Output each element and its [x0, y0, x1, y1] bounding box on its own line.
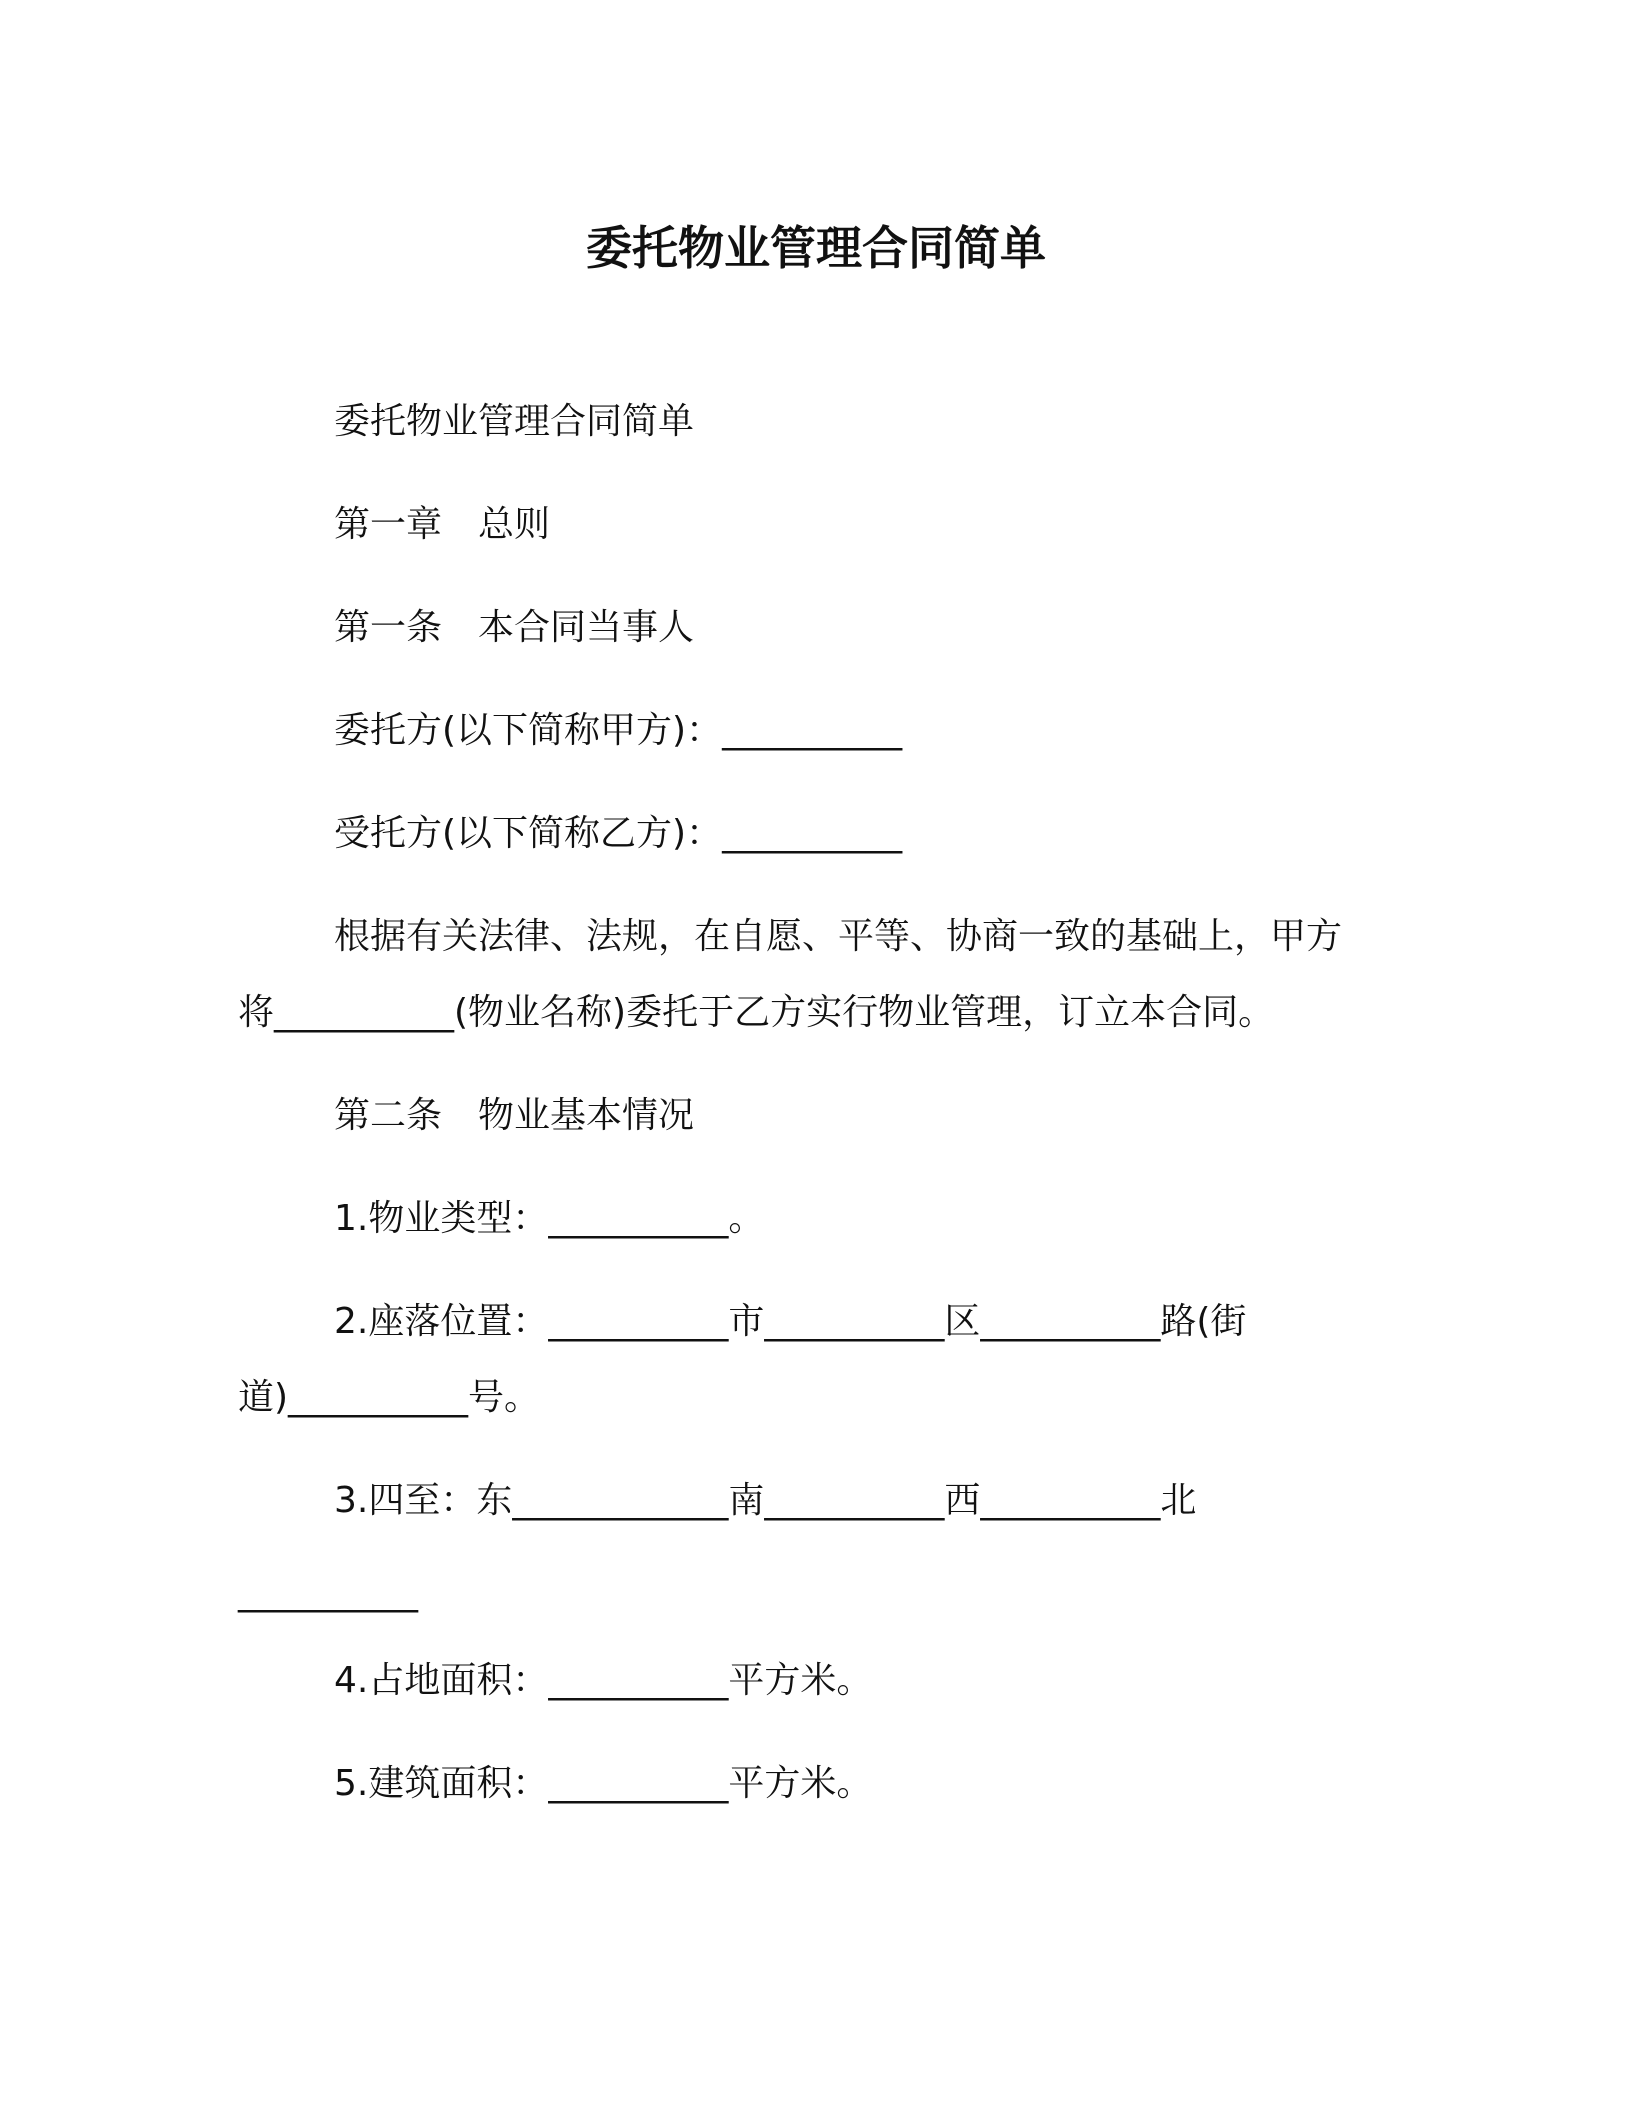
land-area-line: 4.占地面积：__________平方米。 [334, 1660, 873, 1701]
boundaries-line: __________ [238, 1572, 418, 1613]
paragraph-line: 将__________(物业名称)委托于乙方实行物业管理，订立本合同。 [238, 992, 1275, 1033]
document-title: 委托物业管理合同简单 [586, 221, 1046, 275]
chapter-heading: 第一章 总则 [334, 504, 551, 545]
property-type-line: 1.物业类型：__________。 [334, 1198, 765, 1239]
party-b-line: 受托方(以下简称乙方)：__________ [334, 813, 903, 854]
body-line-heading: 委托物业管理合同简单 [334, 401, 695, 442]
location-line: 2.座落位置：__________市__________区__________路(街 [334, 1301, 1247, 1342]
location-line: 道)__________号。 [238, 1377, 541, 1418]
boundaries-line: 3.四至：东____________南__________西__________北 [334, 1480, 1197, 1521]
article-heading: 第一条 本合同当事人 [334, 607, 695, 648]
paragraph-line: 根据有关法律、法规，在自愿、平等、协商一致的基础上，甲方 [334, 916, 1343, 957]
article-heading: 第二条 物业基本情况 [334, 1095, 695, 1136]
building-area-line: 5.建筑面积：__________平方米。 [334, 1763, 873, 1804]
party-a-line: 委托方(以下简称甲方)：__________ [334, 710, 903, 751]
